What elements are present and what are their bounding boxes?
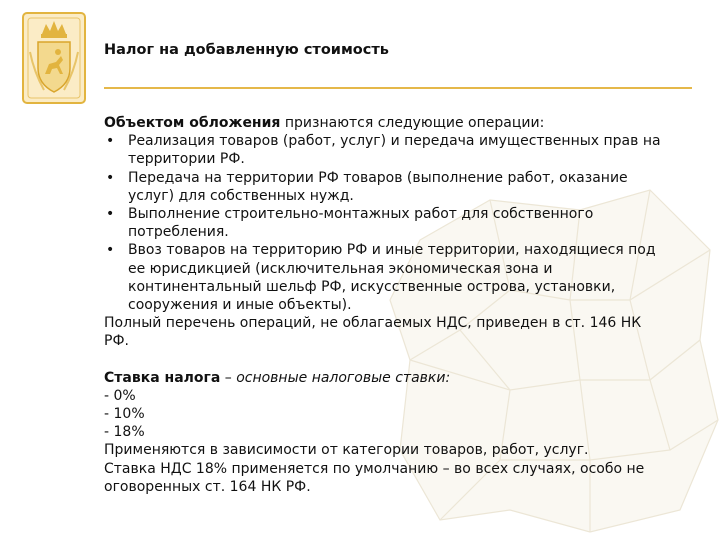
list-item-text: Ввоз товаров на территорию РФ и иные территории, находящиеся под ее юрисдикцией (исключительная экономическая зона и континентальный шельф РФ, искусственные острова, установки, сооружения и иные объекты). <box>128 242 656 314</box>
list-item <box>104 169 664 205</box>
rate-note: Применяются в зависимости от категории товаров, работ, услуг. <box>104 442 589 459</box>
tax-object-label: Объектом обложения <box>104 115 281 131</box>
list-item <box>104 132 664 168</box>
title-divider <box>104 87 692 89</box>
bullet-glyph: • <box>106 242 115 259</box>
list-item <box>104 205 664 241</box>
operations-footnote: Полный перечень операций, не облагаемых НДС, приведен в ст. 146 НК РФ. <box>104 315 642 350</box>
list-item-text: Выполнение строительно-монтажных работ для собственного потребления. <box>128 206 594 241</box>
tax-rate-label: Ставка налога <box>104 369 221 386</box>
list-item-text: Реализация товаров (работ, услуг) и передача имущественных прав на территории РФ. <box>128 133 661 168</box>
bullet-glyph: • <box>106 133 115 150</box>
tax-rate-heading <box>104 369 664 387</box>
rate-item: - 18% <box>104 424 145 441</box>
list-item-text: Передача на территории РФ товаров (выполнение работ, оказание услуг) для собственных нужд. <box>128 169 628 204</box>
bullet-glyph: • <box>106 206 115 223</box>
tax-object-heading <box>104 114 664 132</box>
rate-item: - 0% <box>104 387 136 404</box>
coat-of-arms-icon <box>22 12 86 104</box>
list-item <box>104 241 664 314</box>
rate-default-note: Ставка НДС 18% применяется по умолчанию – во всех случаях, особо не оговоренных ст. 164 НК РФ. <box>104 460 645 495</box>
page-title: Налог на добавленную стоимость <box>104 42 389 58</box>
tax-rate-subtitle: основные налоговые ставки: <box>236 369 451 386</box>
bullet-glyph: • <box>106 169 115 186</box>
content-body <box>104 114 664 496</box>
tax-rate-dash: – <box>220 369 237 386</box>
operations-list <box>104 132 664 314</box>
tax-object-intro: признаются следующие операции: <box>280 115 545 131</box>
rate-item: - 10% <box>104 406 145 423</box>
